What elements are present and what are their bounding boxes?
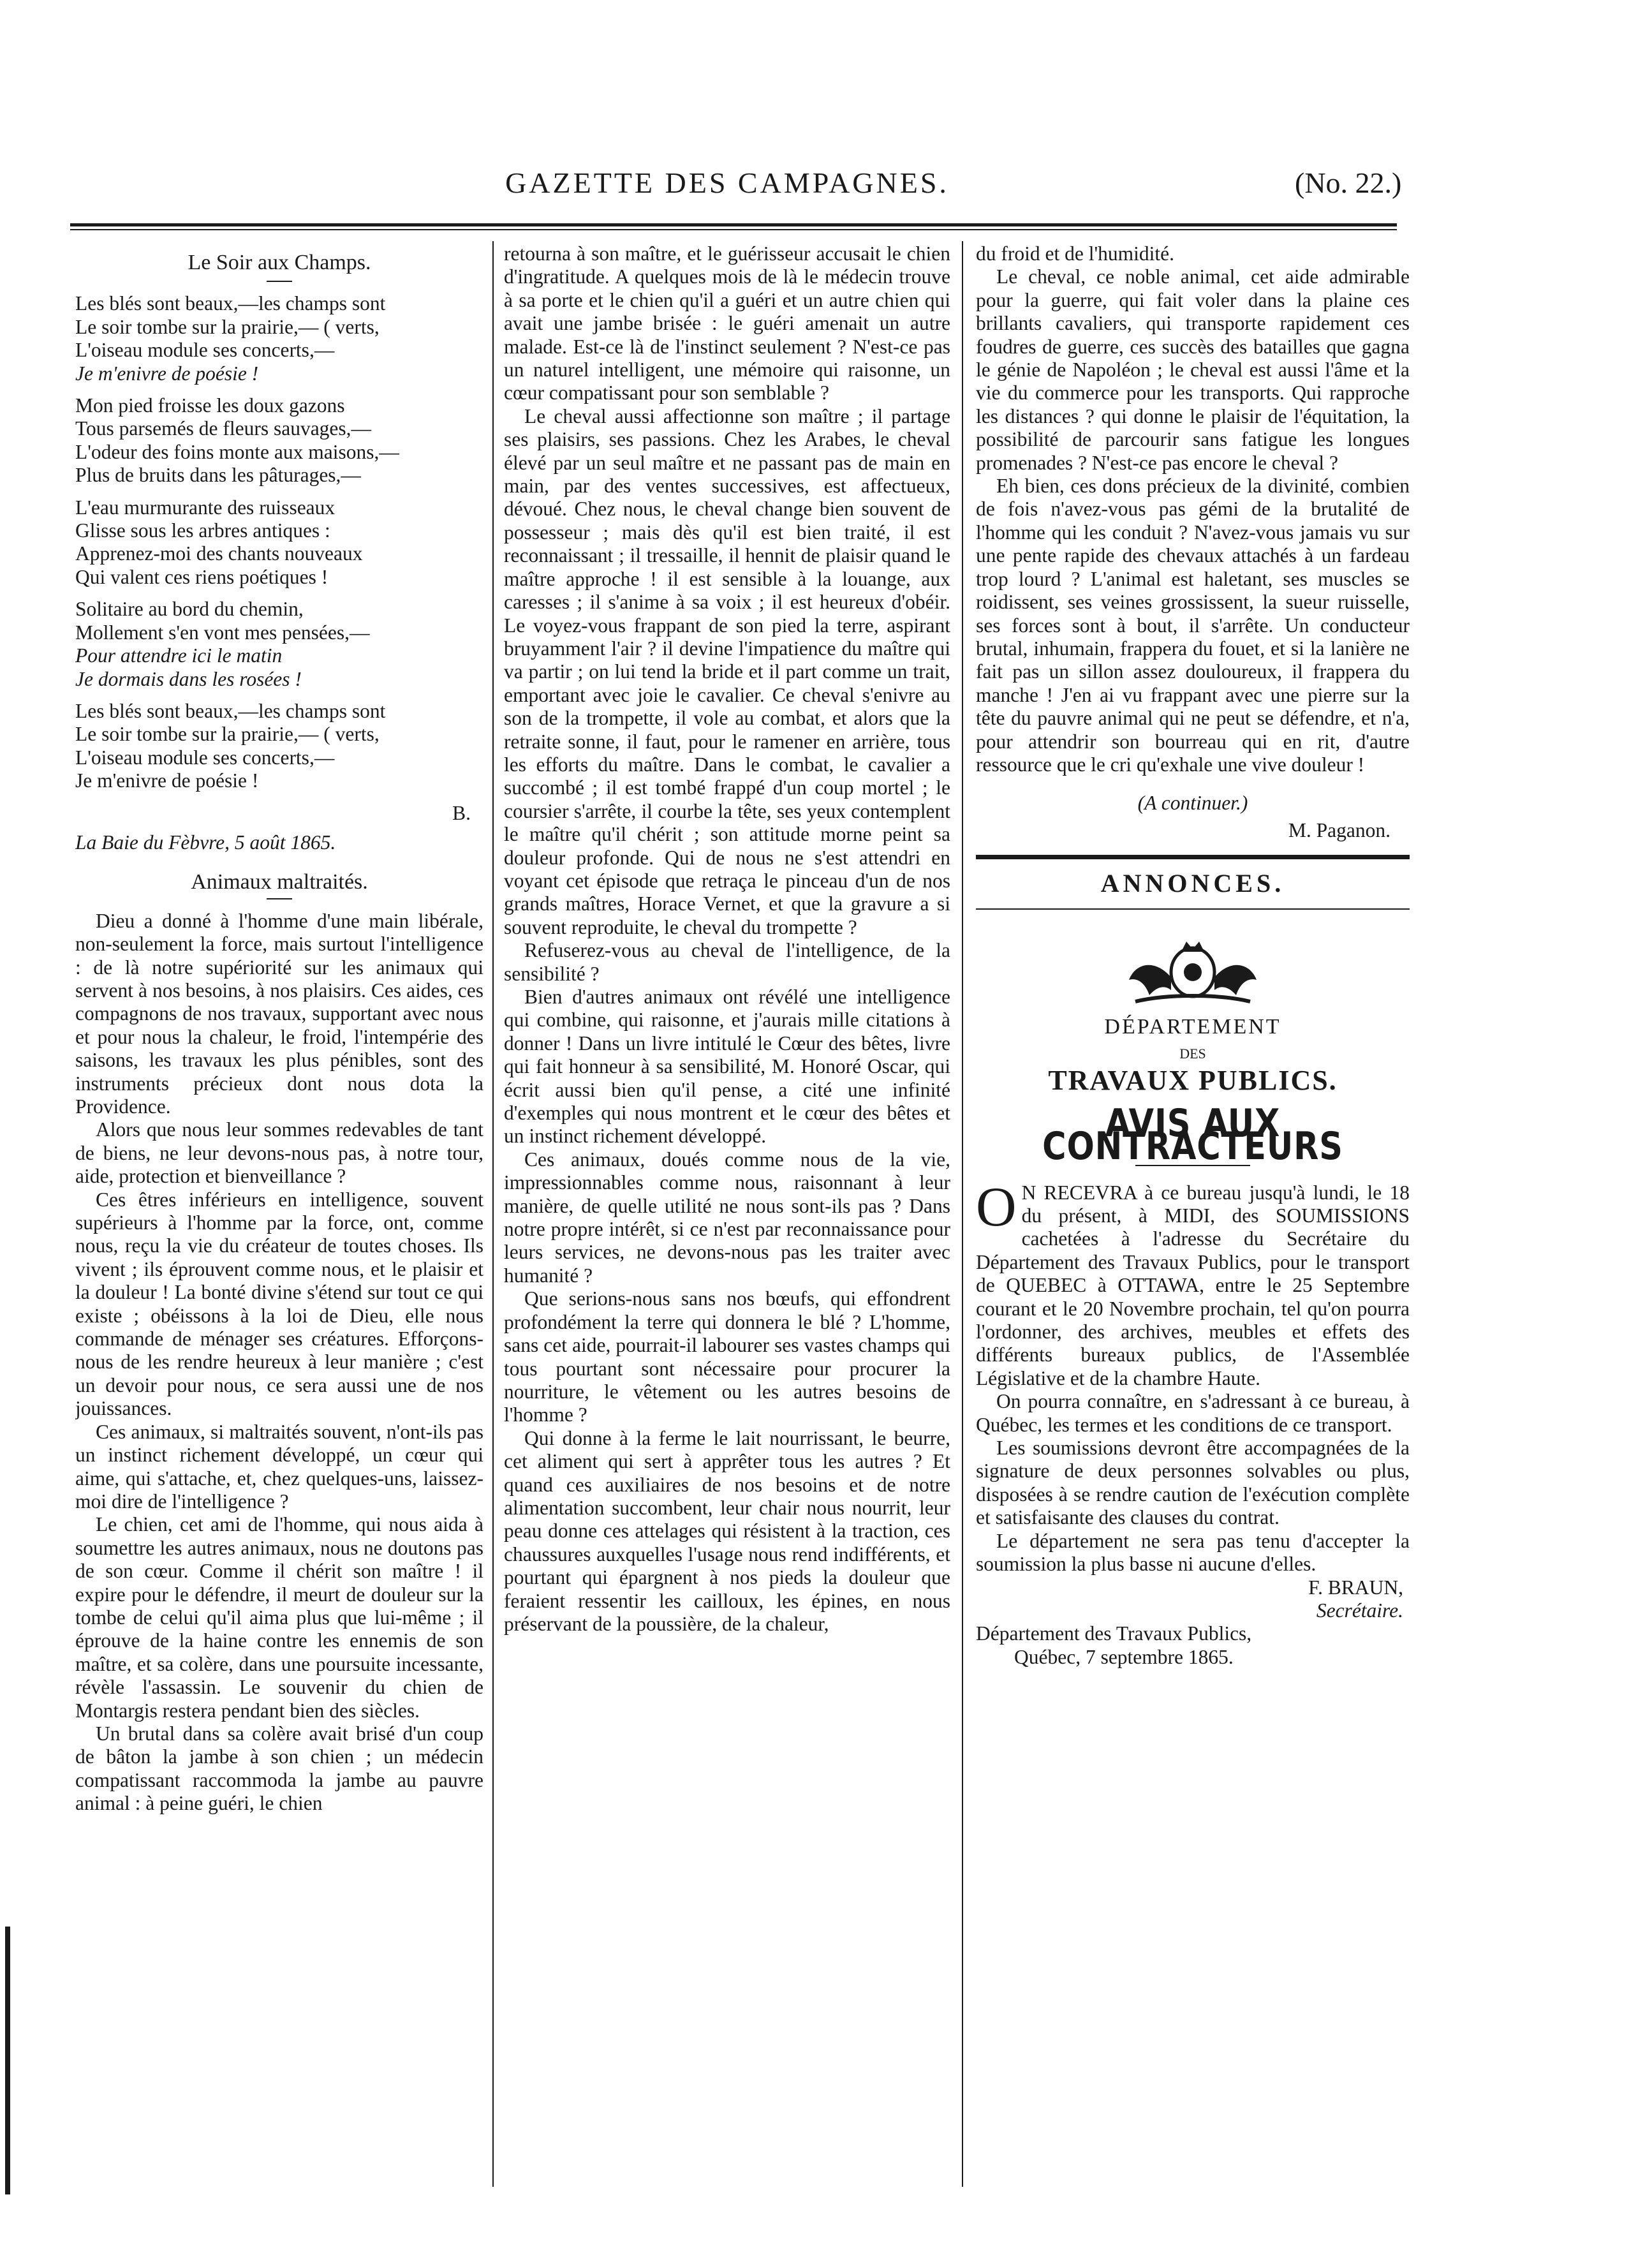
masthead bbox=[0, 159, 1652, 217]
column-divider bbox=[962, 241, 963, 2187]
column-2 bbox=[504, 242, 950, 2194]
notice-date: Québec, 7 septembre 1865. bbox=[1014, 1645, 1234, 1668]
verse: Je dormais dans les rosées ! bbox=[75, 667, 302, 690]
verse: Plus de bruits dans les pâturages,— bbox=[75, 464, 361, 487]
paragraph: Le cheval aussi affectionne son maître ; il partage ses plaisirs, ses passions. Chez les Arabes, le cheval élevé par un seul maître et ne passant pas de main en main, par des ventes successives, est affectueux, dévoué. Chez nous, le cheval change bien souvent de possesseur ; mais dès qu'il est bien traité, il est reconnaissant ; il tressaille, il hennit de plaisir quand le maître approche ! il est sensible à la louange, aux caresses ; il s'anime à sa voix ; il est heureux d'obéir. Le voyez-vous frappant de son pied la terre, aspirant bruyamment l'air ? il devine l'impatience du maître qui va partir ; on lui tend la bride et il part comme un trait, emportant avec joie le cavalier. Ce cheval s'enivre au son de la trompette, il vole au combat, et alors que la retraite sonne, il faut, pour le ramener en arrière, tous les efforts du maître. Dans le combat, le cavalier a succombé ; il est tombé frappé d'un coup mortel ; le coursier s'arrête, il courbe la tête, ses yeux contemplent le maître qu'il chérit ; son attitude morne peint sa douleur profonde. Qui de nous ne s'est attendri en voyant cet épisode que retraça le pinceau d'un de nos grands maîtres, Horace Vernet, et que la gravure a si souvent reproduite, le cheval du trompette ? bbox=[504, 404, 950, 938]
paragraph: Dieu a donné à l'homme d'une main libérale, non-seulement la force, mais surtout l'intelligence : de là notre supériorité sur les animaux qui servent à nos besoins, à nos plaisirs. Ces aides, ces compagnons de nos travaux, supportant avec nous et pour nous la chaleur, le froid, l'intempérie des saisons, les travaux les plus pénibles, sont des instruments précieux dont nous dota la Providence. bbox=[75, 909, 483, 1118]
notice-paragraph: Les soumissions devront être accompagnées de la signature de deux personnes solvables ou plus, disposées à se rendre caution de l'exécution complète et satisfaisante des clauses du contrat. bbox=[976, 1437, 1410, 1529]
stanza bbox=[75, 496, 483, 589]
notice-department: Département des Travaux Publics, bbox=[976, 1622, 1252, 1645]
poem-dateline: La Baie du Fèbvre, 5 août 1865. bbox=[75, 831, 336, 854]
paragraph: Le chien, cet ami de l'homme, qui nous aida à soumettre les autres animaux, nous ne doutons pas de son cœur. Comme il chérit son maître ! il expire pour le défendre, il meurt de douleur sur la tombe de celui qu'il aima plus que lui-même ; il éprouve de la haine contre les ennemis de son maître, et sa colère, dans une poursuite incessante, révèle l'assassin. Le souvenir du chien de Montargis restera pendant bien des siècles. bbox=[75, 1513, 483, 1722]
paragraph: Ces animaux, doués comme nous de la vie, impressionnables comme nous, raisonnant à leur manière, de quelle utilité ne nous sont-ils pas ? Dans notre propre intérêt, si ce n'est par reconnaissance pour leurs services, ne devons-nous pas les traiter avec humanité ? bbox=[504, 1148, 950, 1287]
drop-cap: O bbox=[976, 1176, 1017, 1238]
verse: Je m'enivre de poésie ! bbox=[75, 362, 259, 385]
notice-paragraph bbox=[976, 1176, 1410, 1391]
verse: Pour attendre ici le matin bbox=[75, 644, 283, 667]
paragraph: Eh bien, ces dons précieux de la divinité, combien de fois n'avez-vous pas gémi de la brutalité de l'homme qui les conduit ? N'avez-vous jamais vu sur une pente rapide des chevaux attachés à un fardeau trop lourd ? L'animal est haletant, ses muscles se roidissent, ses veines grossissent, la sueur ruisselle, ses forces sont à bout, il s'arrête. Un conducteur brutal, inhumain, frappera du fouet, et si la lanière ne fait pas un sillon assez douloureux, il frappera du manche ! J'en ai vu frappant avec une pierre sur la tête du pauvre animal qui ne peut se défendre, et n'a, pour attendrir son bourreau qui en rit, d'autre ressource que le cri qu'exhale une vive douleur ! bbox=[976, 475, 1410, 776]
des-label: DES bbox=[1179, 1045, 1206, 1062]
section-rule bbox=[976, 855, 1410, 859]
column-divider bbox=[492, 241, 494, 2187]
paragraph: Refuserez-vous au cheval de l'intelligence, de la sensibilité ? bbox=[504, 939, 950, 985]
paragraph: Bien d'autres animaux ont révélé une intelligence qui combine, qui raisonne, et j'aurais mille citations à donner ! Dans un livre intitulé le Cœur des bêtes, livre qui fait honneur à sa sensibilité, M. Honoré Oscar, qui écrit aussi bien qu'il pense, a cité une infinité d'exemples qui nous montrent et le cœur des bêtes et un instinct richement développé. bbox=[504, 986, 950, 1148]
verse: Mon pied froisse les doux gazons bbox=[75, 394, 345, 417]
verse: Le soir tombe sur la prairie,— ( verts, bbox=[75, 315, 380, 338]
verse: L'odeur des foins monte aux maisons,— bbox=[75, 440, 399, 463]
paragraph: Le cheval, ce noble animal, cet aide admirable pour la guerre, qui fait voler dans la plaine ces brillants cavaliers, qui transporte rapidement ces foudres de guerre, ces succès des batailles que gagna le génie de Napoléon ; le cheval est aussi l'âme et la vie du commerce pour les transports. Qui rapproche les distances ? qui donne le plaisir de l'équitation, la possibilité de parcourir sans fatigue les longues promenades ? N'est-ce pas encore le cheval ? bbox=[976, 265, 1410, 474]
verse: Solitaire au bord du chemin, bbox=[75, 598, 304, 621]
paragraph: retourna à son maître, et le guérisseur accusait le chien d'ingratitude. A quelques mois de là le médecin trouve à sa porte et le chien qu'il a guéri et un autre chien qui avait une jambe brisée : le guéri amenait un autre malade. Est-ce là de l'instinct seulement ? N'est-ce pas un naturel intelligent, une mémoire qui raisonne, un cœur compatissant pour son semblable ? bbox=[504, 242, 950, 404]
notice-text: N RECEVRA à ce bureau jusqu'à lundi, le 18 du présent, à MIDI, des SOUMISSIONS cachetées à l'adresse du Secrétaire du Département des Travaux Publics, pour le transport de QUEBEC à OTTAWA, entre le 25 Septembre courant et le 20 Novembre prochain, tel qu'on pourra l'ordonner, des archives, meubles et effets des différents bureaux publics, de l'Assemblée Législative et de la chambre Haute. bbox=[976, 1181, 1410, 1389]
paragraph: Que serions-nous sans nos bœufs, qui effondrent profondément la terre qui donnera le blé ? L'homme, sans cet aide, pourrait-il labourer ses vastes champs qui tous pourtant sont nécessaire pour procurer la nourriture, le vêtement ou les autres besoins de l'homme ? bbox=[504, 1287, 950, 1426]
department-label: DÉPARTEMENT bbox=[1104, 1014, 1281, 1039]
issue-number: (No. 22.) bbox=[1295, 166, 1402, 199]
continued-note: (A continuer.) bbox=[1137, 792, 1248, 815]
margin-mark bbox=[5, 1927, 10, 2194]
stanza bbox=[75, 292, 483, 385]
poem-title: Le Soir aux Champs. bbox=[188, 251, 371, 274]
paragraph: du froid et de l'humidité. bbox=[976, 242, 1174, 265]
paragraph: Un brutal dans sa colère avait brisé d'un coup de bâton la jambe à son chien ; un médecin compatissant raccommoda la jambe au pauvre animal : à peine guéri, le chien bbox=[75, 1722, 483, 1815]
verse: Glisse sous les arbres antiques : bbox=[75, 519, 330, 542]
notice-paragraph: On pourra connaître, en s'adressant à ce bureau, à Québec, les termes et les conditions de ce transport. bbox=[976, 1390, 1410, 1436]
verse: L'oiseau module ses concerts,— bbox=[75, 746, 335, 769]
column-1 bbox=[75, 242, 483, 2194]
paragraph: Alors que nous leur sommes redevables de tant de biens, ne leur devons-nous pas, à notre tour, aide, protection et bienveillance ? bbox=[75, 1118, 483, 1188]
column-3 bbox=[976, 242, 1410, 2194]
newspaper-title: GAZETTE DES CAMPAGNES. bbox=[505, 166, 949, 199]
royal-crest-icon bbox=[1110, 933, 1276, 1009]
stanza bbox=[75, 700, 483, 793]
signer-title: Secrétaire. bbox=[1316, 1599, 1403, 1622]
title-dash bbox=[267, 281, 292, 282]
article-title: Animaux maltraités. bbox=[191, 870, 368, 894]
stanza bbox=[75, 394, 483, 487]
title-dash bbox=[267, 898, 292, 899]
signer-name: F. BRAUN, bbox=[1308, 1576, 1403, 1599]
verse: Tous parsemés de fleurs sauvages,— bbox=[75, 417, 372, 440]
verse: Apprenez-moi des chants nouveaux bbox=[75, 542, 363, 565]
verse: Les blés sont beaux,—les champs sont bbox=[75, 292, 386, 315]
article-author: M. Paganon. bbox=[1288, 818, 1390, 841]
avis-heading: AVIS AUX CONTRACTEURS bbox=[1042, 1100, 1343, 1169]
section-rule bbox=[976, 908, 1410, 910]
verse: Mollement s'en vont mes pensées,— bbox=[75, 621, 370, 644]
paragraph: Ces animaux, si maltraités souvent, n'ont-ils pas un instinct richement développé, un cœur qui aime, qui s'attache, et, chez quelques-uns, laissez-moi dire de l'intelligence ? bbox=[75, 1420, 483, 1513]
poem-signature: B. bbox=[452, 801, 471, 824]
verse: Les blés sont beaux,—les champs sont bbox=[75, 699, 386, 722]
annonces-heading: ANNONCES. bbox=[1100, 869, 1285, 898]
verse: Le soir tombe sur la prairie,— ( verts, bbox=[75, 723, 380, 746]
notice-paragraph: Le département ne sera pas tenu d'accepter la soumission la plus basse ni aucune d'elles. bbox=[976, 1529, 1410, 1576]
travaux-publics-heading: TRAVAUX PUBLICS. bbox=[1048, 1065, 1338, 1097]
stanza bbox=[75, 598, 483, 691]
verse: Je m'enivre de poésie ! bbox=[75, 769, 259, 792]
paragraph: Qui donne à la ferme le lait nourrissant, le beurre, cet aliment qui sert à apprêter tous les autres ? Et quand ces auxiliaires de nos besoins et de notre alimentation succombent, leur chair nous nourrit, leur peau donne ces attelages qui résistent à la traction, ces chaussures auxquelles l'usage nous rend indifférents, et pourtant qui épargnent à nos pieds la douleur que feraient ressentir les cailloux, les épines, en nous préservant de la poussière, de la chaleur, bbox=[504, 1426, 950, 1635]
paragraph: Ces êtres inférieurs en intelligence, souvent supérieurs à l'homme par la force, ont, comme nous, reçu la vie du créateur de toutes choses. Ils vivent ; ils éprouvent comme nous, et le plaisir et la douleur ! La bonté divine s'étend sur tout ce qui existe ; obéissons à la loi de Dieu, elle nous commande de ménager ses créatures. Efforçons-nous de les rendre heureux à leur manière ; c'est un devoir pour nous, ce sera aussi une de nos jouissances. bbox=[75, 1188, 483, 1420]
verse: L'oiseau module ses concerts,— bbox=[75, 339, 335, 362]
header-rule bbox=[70, 223, 1397, 230]
verse: L'eau murmurante des ruisseaux bbox=[75, 496, 336, 519]
verse: Qui valent ces riens poétiques ! bbox=[75, 565, 328, 588]
